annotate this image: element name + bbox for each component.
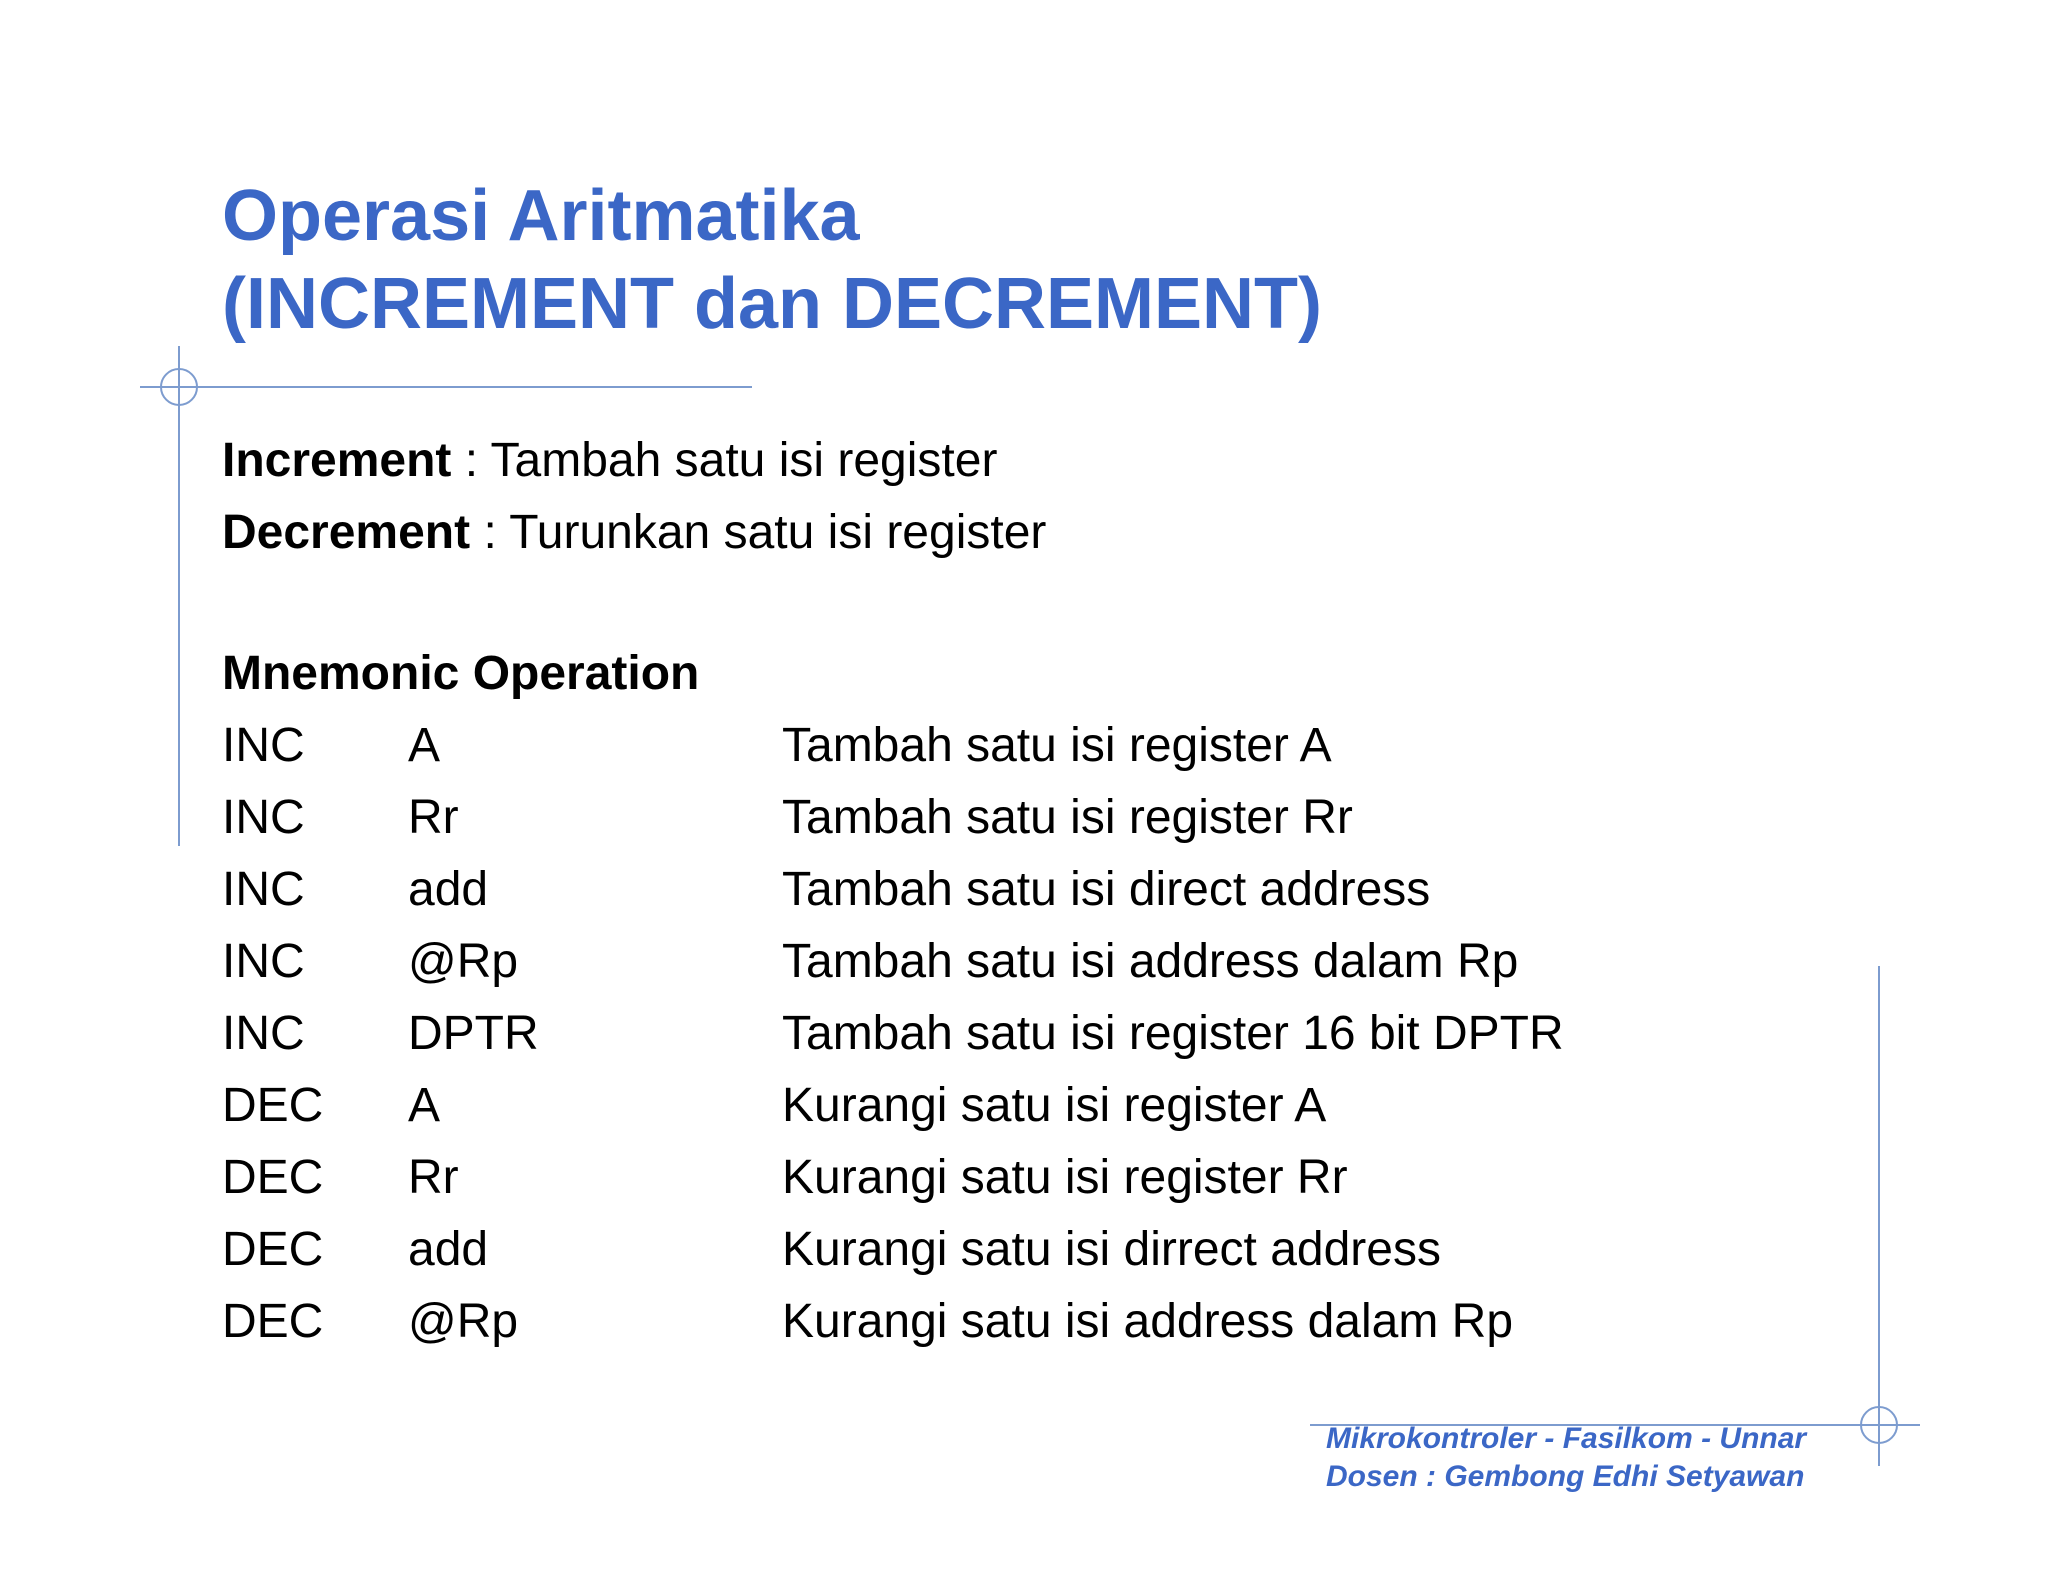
operation-row <box>222 1070 1722 1142</box>
operation-row <box>222 926 1722 998</box>
operations-table <box>222 710 1722 1358</box>
definitions <box>222 425 1046 569</box>
operation-row <box>222 854 1722 926</box>
description: Tambah satu isi register A <box>782 719 1332 772</box>
definition-term: Decrement <box>222 506 471 559</box>
operand: A <box>408 1079 441 1132</box>
definition-decrement <box>222 497 1046 569</box>
title-line-2: (INCREMENT dan DECREMENT) <box>222 264 1322 344</box>
operand: add <box>408 863 489 916</box>
mnemonic: INC <box>222 719 305 772</box>
title-line-1: Operasi Aritmatika <box>222 176 860 256</box>
mnemonic: DEC <box>222 1079 324 1132</box>
definition-text: : Turunkan satu isi register <box>470 506 1047 559</box>
description: Kurangi satu isi address dalam Rp <box>782 1295 1514 1348</box>
mnemonic: DEC <box>222 1295 324 1348</box>
definition-text: : Tambah satu isi register <box>451 434 998 487</box>
operand: DPTR <box>408 1007 539 1060</box>
description: Kurangi satu isi dirrect address <box>782 1223 1441 1276</box>
top-rule-horizontal <box>140 386 752 388</box>
description: Tambah satu isi register 16 bit DPTR <box>782 1007 1564 1060</box>
operation-row <box>222 998 1722 1070</box>
operand: Rr <box>408 791 459 844</box>
left-rule-vertical <box>178 346 180 846</box>
slide-footer <box>1326 1420 1806 1496</box>
description: Tambah satu isi address dalam Rp <box>782 935 1519 988</box>
mnemonic: DEC <box>222 1151 324 1204</box>
right-rule-vertical <box>1878 966 1880 1466</box>
slide-title <box>222 172 1322 348</box>
footer-lecturer: Dosen : Gembong Edhi Setyawan <box>1326 1460 1805 1493</box>
description: Tambah satu isi register Rr <box>782 791 1353 844</box>
bottom-right-target-circle <box>1860 1406 1898 1444</box>
description: Kurangi satu isi register Rr <box>782 1151 1348 1204</box>
mnemonic: INC <box>222 935 305 988</box>
operation-row <box>222 782 1722 854</box>
operand: @Rp <box>408 1295 519 1348</box>
description: Kurangi satu isi register A <box>782 1079 1327 1132</box>
footer-course: Mikrokontroler - Fasilkom - Unnar <box>1326 1422 1807 1455</box>
operand: A <box>408 719 441 772</box>
operation-row <box>222 1286 1722 1358</box>
mnemonic: INC <box>222 863 305 916</box>
mnemonic: INC <box>222 791 305 844</box>
description: Tambah satu isi direct address <box>782 863 1431 916</box>
mnemonic: INC <box>222 1007 305 1060</box>
definition-term: Increment <box>222 434 452 487</box>
top-left-target-circle <box>160 368 198 406</box>
operation-row <box>222 710 1722 782</box>
operation-row <box>222 1142 1722 1214</box>
mnemonic: DEC <box>222 1223 324 1276</box>
operand: add <box>408 1223 489 1276</box>
operand: @Rp <box>408 935 519 988</box>
definition-increment <box>222 425 1046 497</box>
operand: Rr <box>408 1151 459 1204</box>
operation-row <box>222 1214 1722 1286</box>
operations-header: Mnemonic Operation <box>222 647 700 700</box>
